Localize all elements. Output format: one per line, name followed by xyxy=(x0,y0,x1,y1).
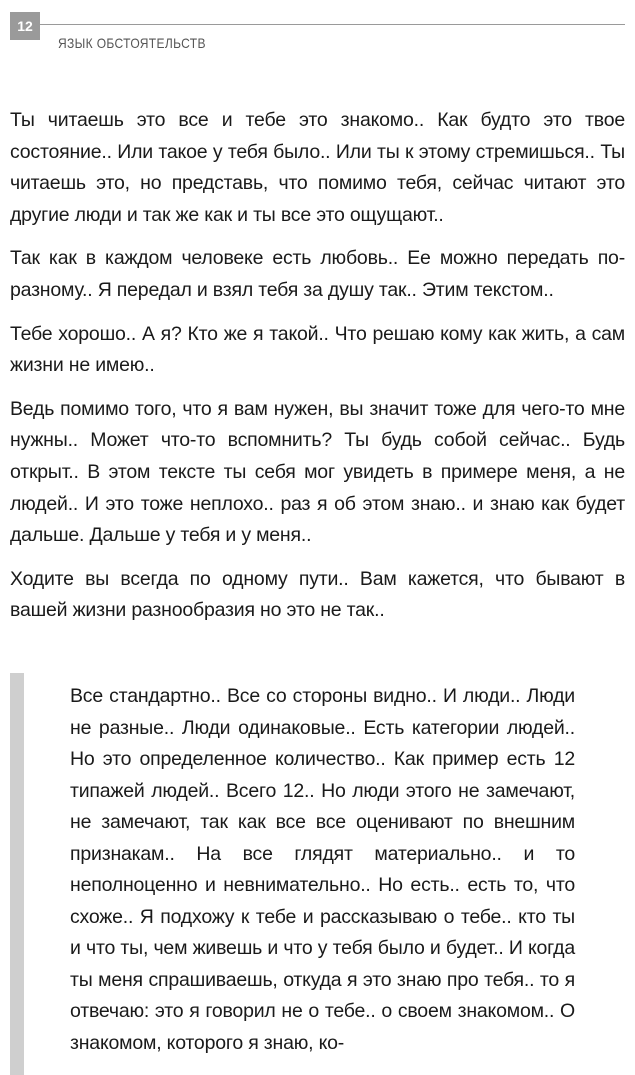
paragraph: Ходите вы всегда по одному пути.. Вам кажется, что бывают в вашей жизни разнообразия но это не так.. xyxy=(10,567,625,622)
paragraph: Ты читаешь это все и тебе это знакомо.. Как будто это твое состояние.. Или такое у тебя было.. Или ты к этому стремишься.. Ты читаешь это, но представь, что помимо тебя, сейчас читают это другие люди и так же как и ты все это ощущают.. xyxy=(10,109,625,226)
paragraph: Тебе хорошо.. А я? Кто же я такой.. Что решаю кому как жить, а сам жизни не имею.. xyxy=(10,322,625,377)
quote-bar xyxy=(10,673,24,1075)
page-number: 12 xyxy=(10,12,40,40)
quote-block xyxy=(10,673,625,1075)
paragraph: Так как в каждом человеке есть любовь.. Ее можно передать по-разному.. Я передал и взял тебя за душу так.. Этим текстом.. xyxy=(10,247,625,301)
paragraph: Ведь помимо того, что я вам нужен, вы значит тоже для чего-то мне нужны.. Может что-то вспомнить? Ты будь собой сейчас.. Будь открыт.. В этом тексте ты себя мог увидеть в примере меня, а не людей.. И это тоже неплохо.. раз я об этом знаю.. и знаю как будет дальше. Дальше у тебя и у меня.. xyxy=(10,397,625,547)
quote-text: Все стандартно.. Все со стороны видно.. И люди.. Люди не разные.. Люди одинаковые.. Есть категории людей.. Но это определенное количество.. Как пример есть 12 типажей людей.. Всего 12.. Но люди этого не замечают, не замечают, так как все все оценивают по внешним признакам.. На все глядят материально.. и то неполноценно и невнимательно.. Но есть.. есть то, что схоже.. Я подхожу к тебе и рассказываю о тебе.. кто ты и что ты, чем живешь и что у тебя было и будет.. И когда ты меня спрашиваешь, откуда я это знаю про тебя.. то я отвечаю: это я говорил не о тебе.. о своем знакомом.. О знакомом, которого я знаю, ко- xyxy=(70,685,575,1054)
header-rule xyxy=(40,24,625,25)
body-text xyxy=(10,105,625,639)
running-title: ЯЗЫК ОБСТОЯТЕЛЬСТВ xyxy=(58,35,206,51)
